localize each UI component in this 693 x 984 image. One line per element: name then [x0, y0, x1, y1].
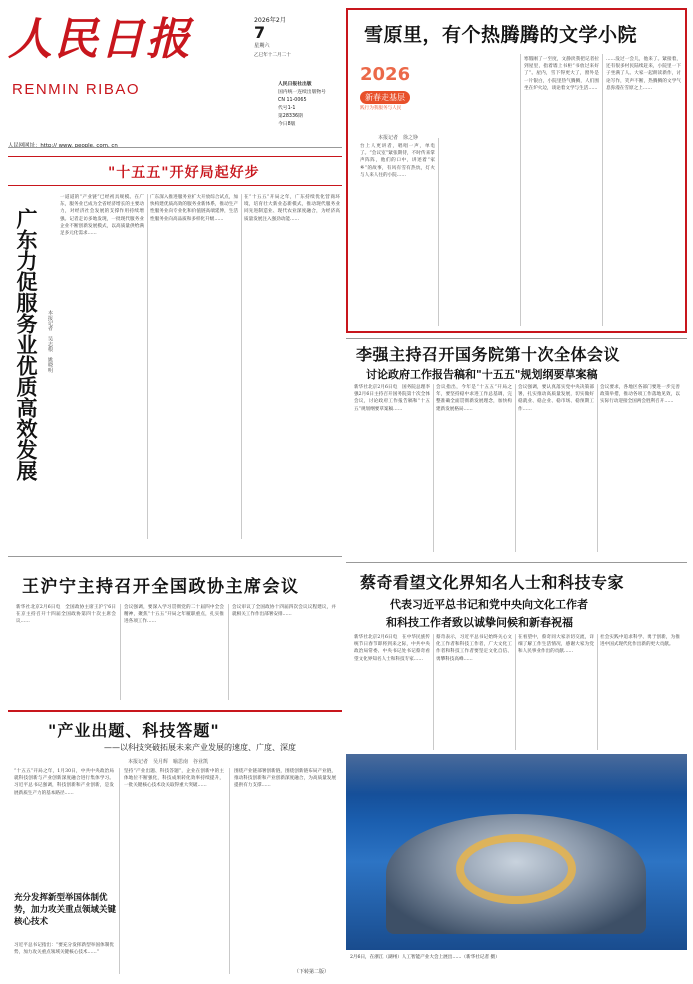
top-feature: [346, 8, 687, 333]
industry-subtitle: ——以科技突破拓展未来产业发展的速度、广度、深度: [104, 743, 296, 752]
badge-subtext: 践行为我服务与人民: [360, 106, 402, 111]
lunar-date: 乙巳年十二月二十: [254, 53, 291, 58]
industry-col3: 围绕产业链部署创新链，围绕创新链布局产业链，推动科技创新和产业创新深度融合，为高质量发展提供有力支撑……: [234, 769, 336, 789]
li-qiang-title: 李强主持召开国务院第十次全体会议: [356, 345, 621, 364]
industry-sidebar-title: 充分发挥新型举国体制优势，加力攻关重点领域关键核心技术: [14, 893, 117, 927]
li-qiang-col2: 会议指出，今年是“十五五”开局之年，要坚持稳中求进工作总基调，完整准确全面贯彻新发展理念，加快构建新发展格局……: [436, 385, 512, 412]
li-qiang-subtitle: 讨论政府工作报告稿和"十五五"规划纲要草案稿: [366, 368, 598, 381]
li-qiang-col1: 新华社北京2月6日电 国务院总理李强2月6日主持召开国务院第十次全体会议，讨论政府工作报告稿和“十五五”规划纲要草案稿……: [354, 385, 430, 412]
industry-col2: 坚持“产业出题、科技答题”，企业在创新中的主体地位不断强化，科技成果转化效率持续提升，一批关键核心技术攻关取得重大突破……: [124, 769, 224, 789]
feature-title: 雪原里，有个热腾腾的文学小院: [364, 24, 638, 46]
date-year-month: 2026年2月: [254, 17, 287, 24]
feature-body-col3: 寒假刚了一至度，文静淡我把记者拉到屋里，指着墙上书柜“书放过来好了”。屋内，雪下得更大了，窗外是一片银白，小院里热气腾腾，人们围坐在炉火边，谈论着文学与生活……: [524, 57, 599, 91]
photo-ring: [456, 834, 576, 904]
masthead-pinyin: RENMIN RIBAO: [12, 81, 141, 98]
cai-qi-col2: 蔡奇表示，习近平总书记始终关心文化工作者和科技工作者，广大文化工作者和科技工作者要坚定文化自信、勇攀科技高峰……: [436, 635, 512, 662]
issue-number: 第28336期: [278, 114, 303, 119]
masthead-title: 人民日报: [8, 14, 192, 65]
left-story-byline: 本报记者 吴志根 姚晓明: [47, 310, 53, 373]
li-qiang-col4: 会议要求，各地区各部门要进一步完善政策举措，推动各项工作落地见效，以实际行动迎接全国两会胜利召开……: [600, 385, 680, 405]
wang-huning-col1: 新华社北京2月6日电 全国政协主席王沪宁6日在京主持召开十四届全国政协第四十次主席会议……: [16, 605, 116, 625]
feature-body-col4: ……没过一会儿，他来了。紧接着，还有很多村民陆续赶来，小院里一下子坐满了人。大家一起朗读新作，讨论写作，笑声不断，热腾腾的文学气息弥漫在雪原之上……: [606, 57, 681, 91]
li-qiang-story: [346, 340, 687, 560]
li-qiang-col3: 会议强调，要认真落实党中央决策部署，扎实推动高质量发展，切实做好稳就业、稳企业、稳市场、稳预期工作……: [518, 385, 594, 412]
badge-text: 新春走基层: [360, 91, 410, 104]
photo-highlight: [346, 754, 687, 794]
issn-label: 国内统一连续出版物号: [278, 90, 326, 95]
wang-huning-col2: 会议强调，要深入学习贯彻党的二十届四中全会精神，聚焦“十五五”开局之年履职重点，扎实推进各项工作……: [124, 605, 224, 625]
news-photo: [346, 754, 687, 950]
date-day: 7: [254, 23, 266, 42]
postal-code: 代号1-1: [278, 106, 296, 111]
masthead: [8, 5, 338, 149]
left-story-title: 广东力促服务业优质高效发展: [14, 208, 38, 481]
wang-huning-col3: 会议审议了全国政协十四届四次会议议程建议，并就相关工作作出部署安排……: [232, 605, 336, 618]
banner: [8, 156, 342, 186]
cai-qi-col3: 在看望中，蔡奇同大家亲切交流，详细了解工作生活情况，感谢大家为党和人民事业作出的贡献……: [518, 635, 594, 655]
page-count: 今日8版: [278, 122, 296, 127]
cai-qi-col1: 新华社北京2月6日电 在中华民族传统节日春节即将到来之际，中共中央政治局常委、中央书记处书记蔡奇看望文化界知名人士和科技专家……: [354, 635, 430, 662]
publication-info: [278, 81, 344, 129]
cai-qi-subtitle-2: 和科技工作者致以诚挚问候和新春祝福: [386, 616, 573, 629]
left-story: [8, 190, 342, 550]
left-story-col3: 在“十五五”开局之年，广东持续优化营商环境，培育壮大新业态新模式，推动现代服务业同先进制造业、现代农业深度融合，为经济高质量发展注入强劲动能……: [244, 195, 340, 222]
left-story-col1: 一道道的“产业链”已经初具规模。在广东，服务业已成为全省经济增长的主要动力，对经济社会发展的支撑作用持续增强。记者走访多地发现，一批现代服务业企业不断创新发展模式，以高质量供给满足多元化需求……: [60, 195, 144, 237]
wang-huning-title: 王沪宁主持召开全国政协主席会议: [22, 577, 300, 597]
cai-qi-subtitle-1: 代表习近平总书记和党中央向文化工作者: [390, 598, 588, 611]
industry-story: [8, 714, 342, 980]
feature-body-col1: 台上人更讲者，唱唱一声，单电了。“会议室”紧张期待，不时传来掌声阵阵，他们的口中，讲述着“家乡”的故事，有风有雪有热炕，灯火与人来人往的小院……: [360, 144, 435, 178]
industry-title: "产业出题、科技答题": [48, 721, 220, 740]
date-block: [254, 15, 332, 58]
cai-qi-title: 蔡奇看望文化界知名人士和科技专家: [360, 573, 625, 592]
wang-huning-story: [8, 558, 342, 706]
cn-number: CN 11-0065: [278, 98, 307, 103]
cai-qi-story: [346, 564, 687, 980]
publisher: 人民日报社出版: [278, 82, 312, 87]
cai-qi-col4: 社会实践中追求科学、勇于创新，为推进中国式现代化作出新的更大贡献。: [600, 635, 680, 648]
feature-badge: [360, 64, 432, 114]
photo-caption: 2月6日，在浙江（湖州）人工智能产业大会上展出……（新华社记者 摄）: [350, 955, 500, 960]
industry-byline: 本报记者 吴月辉 喻思南 谷业凯: [128, 759, 209, 765]
feature-byline: 本报记者 徐之铮: [378, 135, 419, 141]
masthead-website[interactable]: 人民网网址：http:// www. people. com. cn: [8, 143, 118, 149]
badge-year: 2026: [360, 64, 411, 85]
industry-col1-bottom: 习近平总书记指出：“要充分发挥新型举国体制优势，加力攻关重点领域关键核心技术……”: [14, 943, 114, 956]
banner-title: "十五五"开好局起好步: [108, 165, 260, 181]
feature-body-col2: [442, 24, 517, 324]
left-story-col2: 广东深入推进服务业扩大开放综合试点，加快构建优质高效的服务业新体系，推动生产性服务业向专业化和价值链高端延伸，生活性服务业向高品质和多样化升级……: [150, 195, 238, 222]
weekday: 星期六: [254, 43, 270, 49]
industry-col1: “十五五”开局之年，1月30日，中共中央政治局就科技创新与产业创新深度融合进行集体学习。习近平总书记强调，科技创新和产业创新，是发展新质生产力的基本路径……: [14, 769, 114, 796]
continue-note: （下转第二版）: [294, 969, 330, 975]
